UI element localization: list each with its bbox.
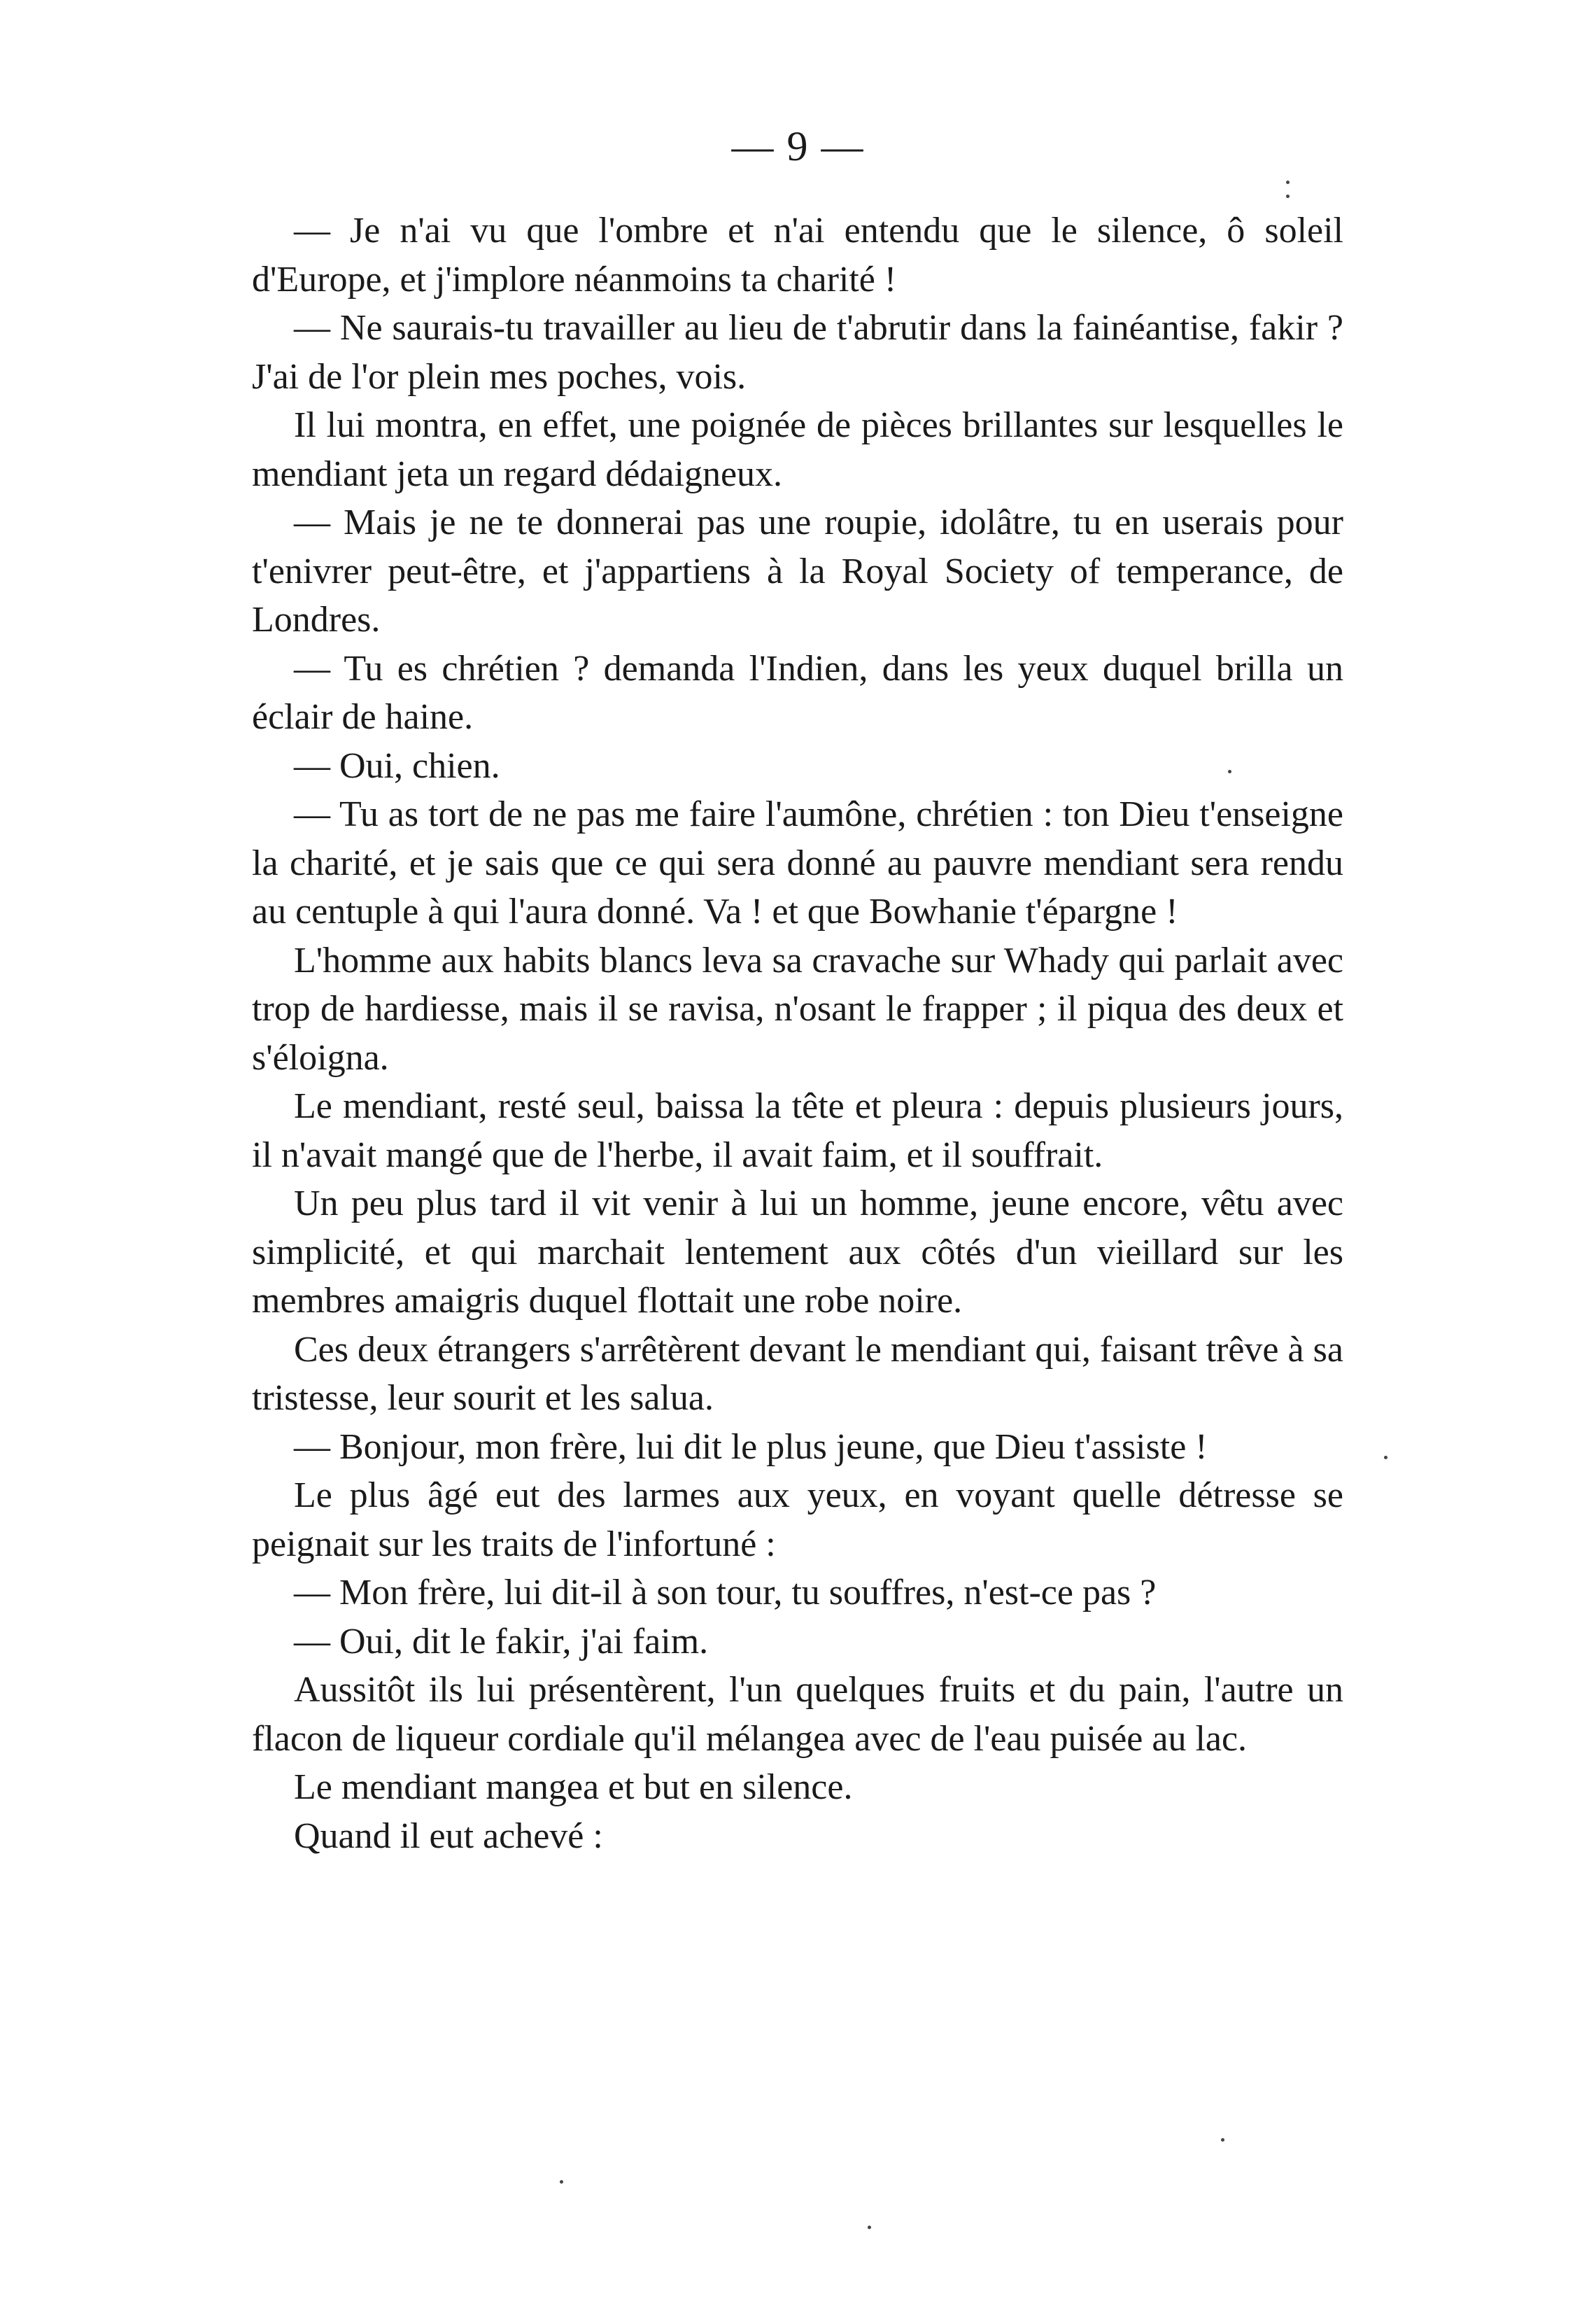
scan-speck [1286, 195, 1290, 198]
dialogue-paragraph: — Oui, chien. [294, 745, 500, 786]
dialogue-paragraph: — Oui, dit le fakir, j'ai faim. [294, 1621, 709, 1662]
narrative-paragraph: Un peu plus tard il vit venir à lui un homme, jeune encore, vêtu avec simplicité, et qui marchait lentement aux côtés d'un vieillard sur les membres amaigris duquel flottait une robe noire. [252, 1183, 1343, 1321]
page-body [252, 206, 1343, 1860]
dialogue-paragraph: — Mais je ne te donnerai pas une roupie, idolâtre, tu en userais pour t'enivrer peut-être, et j'appartiens à la Royal Society of temperance, de Londres. [252, 503, 1343, 640]
scan-speck [560, 2180, 563, 2184]
narrative-paragraph: Ces deux étrangers s'arrêtèrent devant le mendiant qui, faisant trêve à sa tristesse, leur sourit et les salua. [252, 1329, 1343, 1418]
scan-speck [1286, 181, 1290, 184]
narrative-paragraph: Le mendiant mangea et but en silence. [294, 1767, 853, 1807]
page-number: — 9 — [731, 123, 865, 169]
dialogue-paragraph: — Tu es chrétien ? demanda l'Indien, dans les yeux duquel brilla un éclair de haine. [252, 648, 1343, 737]
narrative-paragraph: L'homme aux habits blancs leva sa cravache sur Whady qui parlait avec trop de hardiesse, mais il se ravisa, n'osant le frapper ; il piqua des deux et s'éloigna. [252, 940, 1343, 1078]
narrative-paragraph: Le mendiant, resté seul, baissa la tête et pleura : depuis plusieurs jours, il n'avait mangé que de l'herbe, il avait faim, et il souffrait. [252, 1086, 1343, 1175]
narrative-paragraph: Quand il eut achevé : [294, 1815, 603, 1856]
scan-speck [1228, 770, 1231, 773]
scan-speck [1221, 2138, 1224, 2142]
narrative-paragraph: Aussitôt ils lui présentèrent, l'un quelques fruits et du pain, l'autre un flacon de liqueur cordiale qu'il mélangea avec de l'eau puisée au lac. [252, 1670, 1343, 1759]
dialogue-paragraph: — Ne saurais-tu travailler au lieu de t'abrutir dans la fainéantise, fakir ? J'ai de l'or plein mes poches, vois. [252, 308, 1343, 397]
scan-speck [1384, 1456, 1387, 1459]
dialogue-paragraph: — Mon frère, lui dit-il à son tour, tu souffres, n'est-ce pas ? [294, 1573, 1157, 1613]
narrative-paragraph: Le plus âgé eut des larmes aux yeux, en voyant quelle détresse se peignait sur les traits de l'infortuné : [252, 1475, 1343, 1564]
narrative-paragraph: Il lui montra, en effet, une poignée de pièces brillantes sur lesquelles le mendiant jeta un regard dédaigneux. [252, 405, 1343, 494]
dialogue-paragraph: — Tu as tort de ne pas me faire l'aumône, chrétien : ton Dieu t'enseigne la charité, et je sais que ce qui sera donné au pauvre mendiant sera rendu au centuple à qui l'aura donné. Va ! et que Bowhanie t'épargne ! [252, 794, 1343, 932]
dialogue-paragraph: — Bonjour, mon frère, lui dit le plus jeune, que Dieu t'assiste ! [294, 1426, 1208, 1467]
scan-speck [868, 2226, 871, 2229]
dialogue-paragraph: — Je n'ai vu que l'ombre et n'ai entendu que le silence, ô soleil d'Europe, et j'implore néanmoins ta charité ! [252, 211, 1343, 300]
